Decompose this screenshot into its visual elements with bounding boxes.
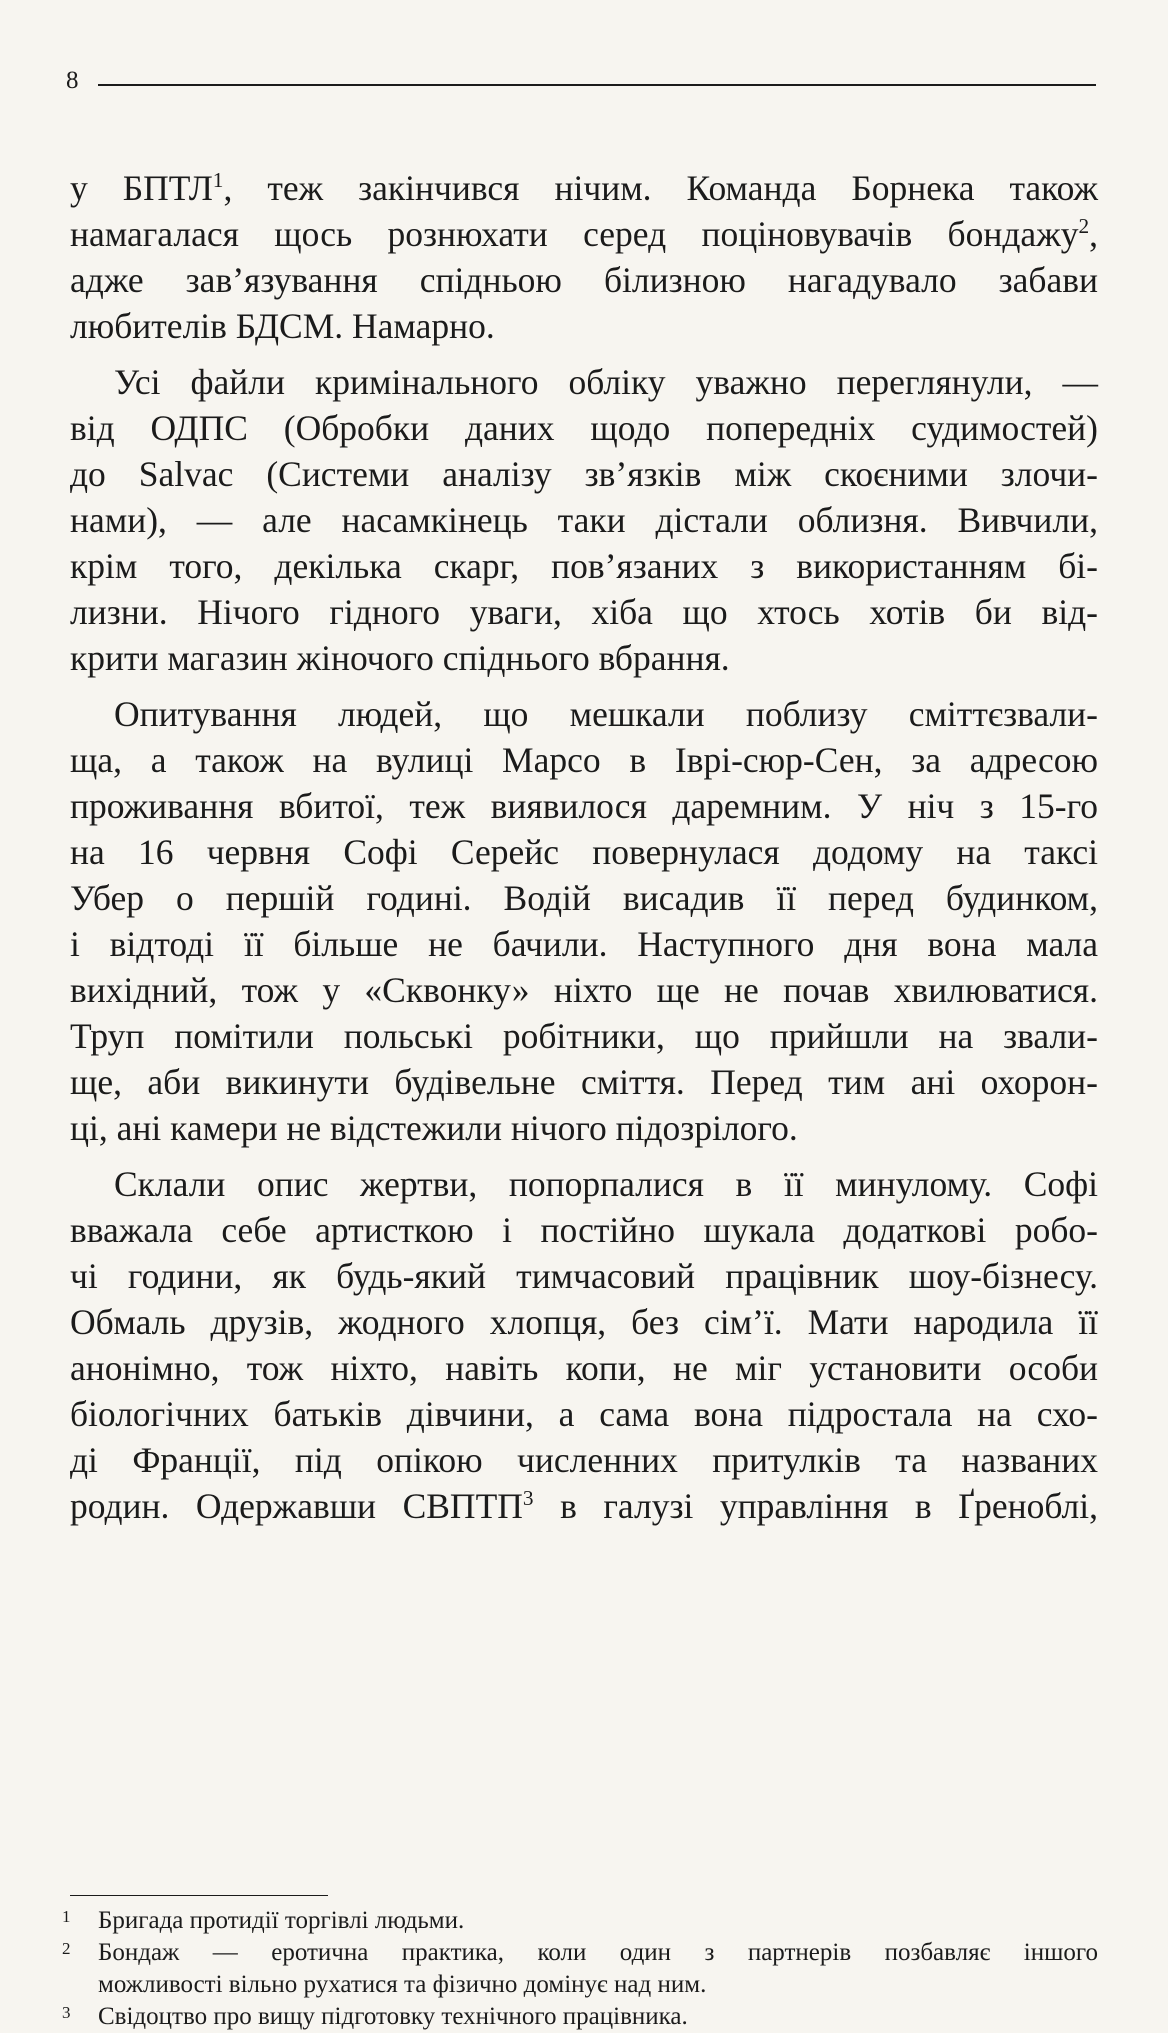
footnotes — [0, 1905, 1168, 2033]
text-line: вважала себе артисткою і постійно шукала додаткові робо- — [70, 1210, 1098, 1250]
text-line: крім того, декілька скарг, пов’язаних з використанням бі- — [70, 546, 1098, 586]
paragraph — [70, 359, 1098, 681]
text-line: біологічних батьків дівчини, а сама вона підростала на схо- — [70, 1394, 1098, 1434]
page-number: 8 — [66, 67, 79, 94]
body-text — [70, 165, 1098, 1529]
text-line: любителів БДСМ. Намарно. — [70, 306, 495, 346]
footnote-number: 2 — [62, 1939, 71, 1958]
text-line: Убер о першій годині. Водій висадив її перед будинком, — [70, 878, 1098, 918]
footnote-ref: 3 — [522, 1486, 534, 1511]
footnote-text: можливості вільно рухатися та фізично домінує над ним. — [98, 1971, 707, 1998]
paragraph — [70, 165, 1098, 349]
text-line: нами), — але насамкінець таки дістали облизня. Вивчили, — [70, 500, 1098, 540]
text-line: ще, аби викинути будівельне сміття. Перед тим ані охорон- — [70, 1062, 1098, 1102]
footnote-text: Бондаж — еротична практика, коли один з партнерів позбавляє іншого — [98, 1939, 1098, 1966]
paragraph-gap — [70, 1151, 1098, 1161]
text-line: крити магазин жіночого спіднього вбрання. — [70, 638, 730, 678]
footnote-text: Свідоцтво про вищу підготовку технічного працівника. — [98, 2003, 688, 2030]
text-line: на 16 червня Софі Серейс повернулася додому на таксі — [70, 832, 1098, 872]
text-line: родин. Одержавши СВПТП$^3$ в галузі управління в Ґреноблі, — [70, 1486, 1099, 1526]
text-line: ді Франції, під опікою численних притулків та названих — [70, 1440, 1098, 1480]
footnote-number: 3 — [62, 2003, 71, 2022]
text-line: Склали опис жертви, попорпалися в її минулому. Софі — [114, 1164, 1098, 1204]
footnote — [0, 1937, 1168, 2001]
text-line: ща, а також на вулиці Марсо в Іврі-сюр-Сен, за адресою — [70, 740, 1098, 780]
text-line: до Salvac (Системи аналізу зв’язків між скоєними злочи- — [70, 454, 1098, 494]
footnote-text: Бригада протидії торгівлі людьми. — [98, 1907, 465, 1934]
footnote-ref: 2 — [1078, 214, 1090, 239]
header-rule — [98, 84, 1096, 86]
text-line: у БПТЛ$^1$, теж закінчився нічим. Команда Борнека також — [70, 168, 1098, 208]
text-line: намагалася щось рознюхати серед поціновувачів бондажу$^2$, — [70, 214, 1098, 254]
text-line: і відтоді її більше не бачили. Наступного дня вона мала — [70, 924, 1098, 964]
text-line: вихідний, тож у «Сквонку» ніхто ще не почав хвилюватися. — [70, 970, 1098, 1010]
page-header — [66, 66, 1096, 96]
text-line: Труп помітили польські робітники, що прийшли на звали- — [70, 1016, 1098, 1056]
text-line: від ОДПС (Обробки даних щодо попередніх судимостей) — [70, 408, 1098, 448]
footnote — [0, 1905, 1168, 1937]
footnote-ref: 1 — [212, 168, 224, 193]
text-line: адже зав’язування спідньою білизною нагадувало забави — [70, 260, 1098, 300]
paragraph-gap — [70, 681, 1098, 691]
text-line: Опитування людей, що мешкали поблизу сміттєзвали- — [114, 694, 1098, 734]
paragraph — [70, 691, 1098, 1151]
text-line: ці, ані камери не відстежили нічого підозрілого. — [70, 1108, 798, 1148]
text-line: лизни. Нічого гідного уваги, хіба що хтось хотів би від- — [70, 592, 1098, 632]
footnote-number: 1 — [62, 1907, 71, 1926]
text-line: анонімно, тож ніхто, навіть копи, не міг установити особи — [70, 1348, 1098, 1388]
paragraph — [70, 1161, 1098, 1529]
text-line: проживання вбитої, теж виявилося даремним. У ніч з 15-го — [70, 786, 1098, 826]
text-line: Усі файли кримінального обліку уважно переглянули, — — [114, 362, 1098, 402]
footnote-rule — [70, 1895, 328, 1896]
paragraph-gap — [70, 349, 1098, 359]
footnote — [0, 2001, 1168, 2033]
text-line: чі години, як будь-який тимчасовий працівник шоу-бізнесу. — [70, 1256, 1098, 1296]
text-line: Обмаль друзів, жодного хлопця, без сім’ї. Мати народила її — [70, 1302, 1098, 1342]
